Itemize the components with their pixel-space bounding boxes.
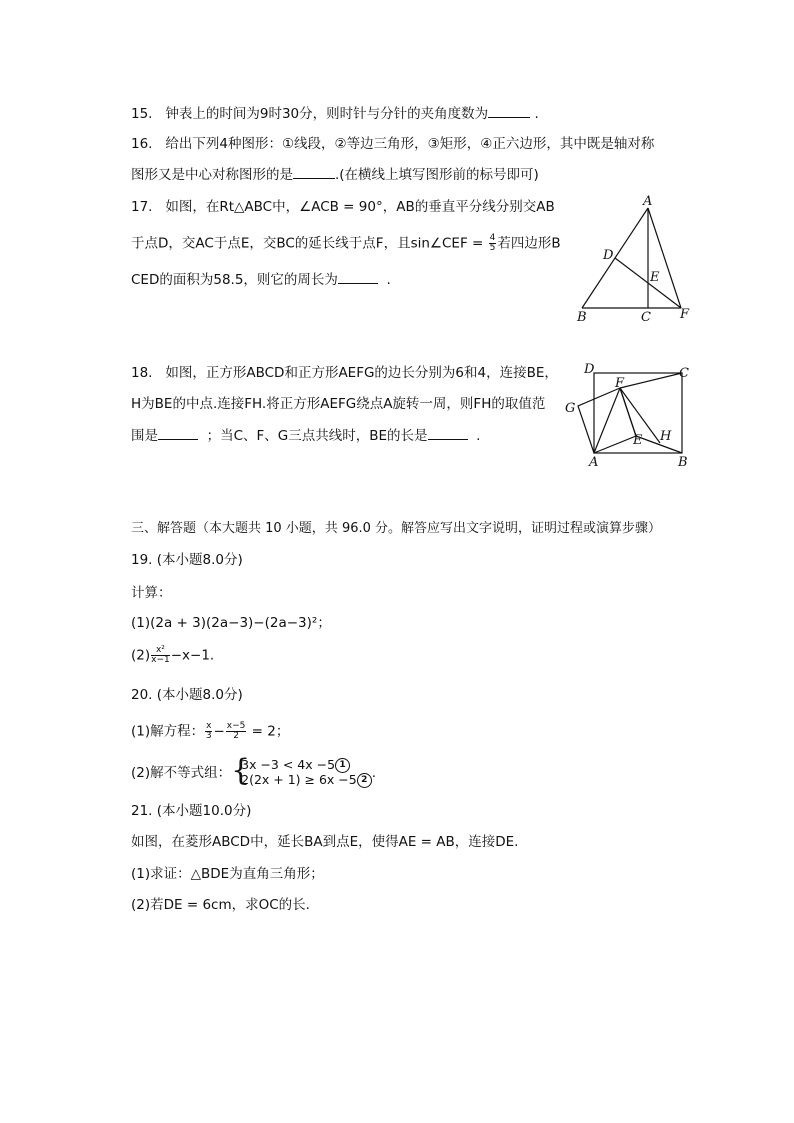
inequality-1: 3x −3 < 4x −5 [241, 757, 336, 772]
fraction-x-5-over-2 [226, 722, 247, 741]
question-text: H为BE的中点.连接FH.将正方形AEFG绕点A旋转一周，则FH的取值范 [131, 396, 546, 412]
part-label: (2) [131, 647, 151, 664]
question-text: 若四边形B [497, 235, 561, 252]
expression: = 2； [251, 723, 290, 740]
question-18-line1 [131, 364, 558, 382]
inequality-2: 2(2x + 1) ≥ 6x −5 [241, 772, 357, 787]
question-19-calc [131, 584, 172, 602]
question-18-line3 [131, 426, 480, 445]
question-text: 给出下列4种图形：①线段，②等边三角形，③矩形，④正六边形，其中既是轴对称 [165, 136, 655, 152]
question-21-line1 [131, 833, 518, 851]
question-18-line2 [131, 395, 545, 413]
circled-one-icon: 1 [335, 758, 350, 773]
point-label-h: H [660, 429, 672, 444]
fraction-denominator: x−1 [151, 655, 170, 665]
circled-two-icon: 2 [357, 773, 372, 788]
question-header: 20. (本小题8.0分) [131, 687, 243, 703]
question-text: .(在横线上填写图形前的标号即可) [335, 167, 539, 183]
question-number: 18. [131, 365, 153, 381]
question-text: ；当C、F、G三点共线时，BE的长是 [206, 428, 428, 444]
answer-blank[interactable] [488, 104, 530, 118]
question-21-part2 [131, 896, 310, 914]
question-text: CED的面积为58.5，则它的周长为 [131, 272, 338, 288]
point-label-d: D [603, 248, 614, 263]
point-label-a: A [643, 194, 653, 209]
fraction-denominator: 3 [205, 731, 212, 741]
question-end: . [534, 106, 539, 122]
question-number: 17. [131, 199, 153, 215]
segment-be [636, 436, 682, 453]
section-heading [131, 520, 661, 538]
question-header: 21. (本小题10.0分) [131, 803, 252, 819]
section-title: 三、解答题（本大题共 10 小题，共 96.0 分。解答应写出文字说明，证明过程或演算步骤） [131, 521, 662, 536]
question-end: . [476, 428, 481, 444]
point-label-f: F [680, 307, 690, 322]
question-text: 计算： [131, 585, 172, 601]
question-number: 15. [131, 106, 153, 122]
fraction-numerator: 4 [489, 233, 496, 243]
question-17-line1 [131, 198, 555, 216]
fraction-x-over-3 [205, 722, 212, 741]
point-label-c: C [679, 366, 689, 381]
fraction-x2-over-x-1 [151, 646, 170, 665]
question-15 [131, 104, 539, 123]
question-text: (2)若DE = 6cm，求OC的长. [131, 897, 310, 913]
point-label-b: B [577, 310, 587, 325]
question-16-line2 [131, 165, 539, 184]
expression: (1)(2a + 3)(2a−3)−(2a−3)²； [131, 615, 331, 631]
question-text: 钟表上的时间为9时30分，则时针与分针的夹角度数为 [165, 106, 489, 122]
expression: −x−1. [170, 647, 215, 664]
question-text: 图形又是中心对称图形的是 [131, 167, 293, 183]
fraction-denominator: 5 [489, 243, 496, 253]
segment-eh [620, 388, 636, 436]
fraction-denominator: 2 [233, 731, 239, 741]
question-19-part1 [131, 614, 331, 632]
question-21-part1 [131, 865, 324, 883]
point-label-b: B [678, 455, 688, 470]
answer-blank[interactable] [158, 426, 198, 440]
question-17-line2 [131, 234, 561, 253]
question-text: 如图，在Rt△ABC中，∠ACB = 90°，AB的垂直平分线分别交AB [165, 199, 555, 215]
point-label-d: D [584, 362, 595, 377]
question-number: 16. [131, 136, 153, 152]
question-text: 如图，在菱形ABCD中，延长BA到点E，使得AE = AB，连接DE. [131, 834, 519, 850]
segment-af [648, 208, 681, 308]
inequality-system [231, 753, 372, 788]
segment-fc [620, 373, 682, 388]
fraction-numerator: x [206, 721, 212, 731]
part-label: (1)解方程： [131, 723, 205, 740]
question-20-part1 [131, 722, 289, 741]
question-20-part2 [131, 753, 377, 788]
fraction-numerator: x−5 [226, 721, 246, 731]
answer-blank[interactable] [338, 270, 378, 284]
question-19-part2 [131, 646, 214, 665]
point-label-f: F [615, 376, 625, 391]
question-21-head [131, 802, 251, 820]
fraction-4-5 [489, 234, 497, 253]
question-text: 围是 [131, 428, 158, 444]
question-19-head [131, 551, 243, 569]
question-17-line3 [131, 270, 391, 289]
question-text: (1)求证：△BDE为直角三角形； [131, 866, 324, 882]
period: . [371, 765, 377, 781]
point-label-e: E [633, 433, 643, 448]
question-end: . [386, 272, 391, 288]
question-text: 于点D，交AC于点E，交BC的延长线于点F，且sin∠CEF = [131, 235, 484, 252]
point-label-e: E [650, 270, 660, 285]
figure-18-squares [560, 360, 695, 470]
question-16-line1 [131, 135, 654, 153]
figure-17-triangle [570, 190, 700, 330]
part-label: (2)解不等式组： [131, 765, 232, 781]
fraction-numerator: x² [151, 646, 170, 656]
point-label-c: C [641, 310, 651, 325]
answer-blank[interactable] [428, 426, 468, 440]
question-header: 19. (本小题8.0分) [131, 552, 243, 568]
brace-icon: { [231, 753, 251, 788]
question-text: 如图，正方形ABCD和正方形AEFG的边长分别为6和4，连接BE， [165, 365, 558, 381]
point-label-g: G [565, 401, 576, 416]
answer-blank[interactable] [293, 165, 335, 179]
minus-sign: − [213, 723, 225, 740]
question-20-head [131, 686, 243, 704]
point-label-a: A [589, 455, 599, 470]
